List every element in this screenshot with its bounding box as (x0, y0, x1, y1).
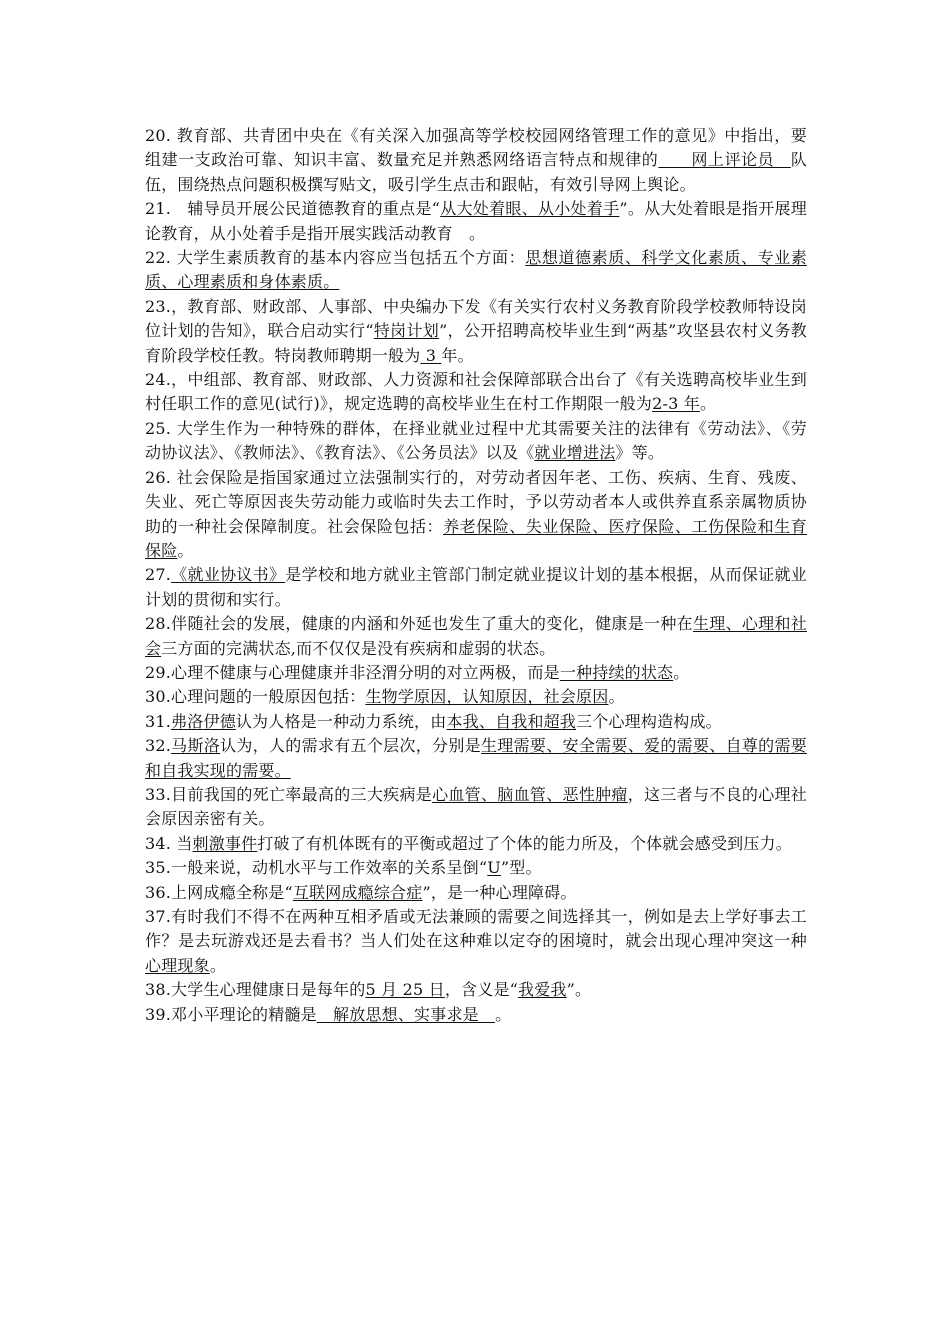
question-text: 21. 辅导员开展公民道德教育的重点是“ (145, 199, 441, 219)
question-text: 三方面的完满状态,而不仅仅是没有疾病和虚弱的状态。 (161, 638, 556, 658)
answer-underlined: U (487, 858, 501, 878)
question-text: 三个心理构造构成。 (576, 711, 722, 731)
question-37 (145, 905, 807, 978)
answer-underlined: 生理需要、安全需要、爱的需要、自尊的需要和自我实现的需要。 (145, 736, 807, 780)
question-text: 37.有时我们不得不在两种互相矛盾或无法兼顾的需要之间选择其一，例如是去上学好事去工作？是去玩游戏还是去看书？当人们处在这种难以定夺的困境时，就会出现心理冲突这一种 (145, 907, 807, 951)
question-38 (145, 978, 807, 1002)
answer-underlined: 马斯洛 (171, 736, 221, 756)
question-text: 29.心理不健康与心理健康并非泾渭分明的对立两极，而是 (145, 662, 560, 682)
question-text: 32. (145, 736, 172, 756)
question-text: ，含义是“ (444, 980, 519, 1000)
question-text: 27. (145, 565, 172, 585)
answer-underlined: 生理、心理和社会 (145, 614, 807, 658)
question-text: 22. 大学生素质教育的基本内容应当包括五个方面： (145, 248, 526, 268)
answer-underlined: 心理现象 (145, 955, 210, 975)
question-text: 。 (495, 1004, 512, 1024)
answer-underlined: 2-3 年 (652, 394, 700, 414)
answer-underlined: 就业增进法 (534, 443, 616, 463)
answer-underlined: 5 月 25 日 (365, 980, 445, 1000)
answer-underlined: 生物学原因，认知原因，社会原因 (365, 687, 609, 707)
question-text: 31. (145, 711, 172, 731)
answer-underlined: 刺激事件 (192, 833, 258, 853)
question-23 (145, 295, 807, 368)
question-29 (145, 661, 807, 685)
answer-underlined: 心血管、脑血管、恶性肿瘤 (432, 784, 628, 804)
question-text: 年。 (441, 345, 474, 365)
question-32 (145, 734, 807, 783)
question-24 (145, 368, 807, 417)
answer-underlined: 本我、自我和超我 (446, 711, 577, 731)
question-text: ”。从大处着眼是指开展理论教育，从小处着手是指开展实践活动教育 。 (145, 199, 807, 243)
question-text: 35.一般来说，动机水平与工作效率的关系呈倒“ (145, 858, 488, 878)
question-text: 打破了有机体既有的平衡或超过了个体的能力所及，个体就会感受到压力。 (257, 833, 792, 853)
question-30 (145, 685, 807, 709)
question-34 (145, 832, 807, 856)
question-text: 28.伴随社会的发展，健康的内涵和外延也发生了重大的变化，健康是一种在 (145, 614, 693, 634)
question-21 (145, 197, 807, 246)
question-text: 。 (209, 955, 227, 975)
question-text: 24.，中组部、教育部、财政部、人力资源和社会保障部联合出台了《有关选聘高校毕业生到村任职工作的意见(试行)》，规定选聘的高校毕业生在村工作期限一般为 (145, 370, 807, 414)
answer-underlined: 弗洛伊德 (171, 711, 236, 731)
question-text: 26. 社会保险是指国家通过立法强制实行的，对劳动者因年老、工伤、疾病、生育、残废、失业、死亡等原因丧失劳动能力或临时失去工作时，予以劳动者本人或供养直系亲属物质协助的一种社会保障制度。社会保险包括： (145, 467, 807, 536)
answer-underlined: 《就业协议书》 (171, 565, 286, 585)
question-text: ”，是一种心理障碍。 (422, 882, 577, 902)
question-text: 25. 大学生作为一种特殊的群体，在择业就业过程中尤其需要关注的法律有《劳动法》、《劳动协议法》、《教师法》、《教育法》、《公务员法》以及《 (145, 418, 807, 463)
question-text: 36.上网成瘾全称是“ (145, 882, 293, 902)
question-text: ”型。 (500, 858, 542, 878)
question-text: 认为，人的需求有五个层次，分别是 (220, 736, 481, 756)
question-text: 33.目前我国的死亡率最高的三大疾病是 (145, 784, 433, 804)
question-36 (145, 881, 807, 905)
document-body (145, 124, 807, 1027)
answer-underlined: 从大处着眼、从小处着手 (440, 199, 620, 219)
question-text: 。 (673, 662, 690, 682)
question-26 (145, 466, 807, 564)
question-text: 20. 教育部、共青团中央在《有关深入加强高等学校校园网络管理工作的意见》中指出，要组建一支政治可靠、知识丰富、数量充足并熟悉网络语言特点和规律的 (145, 126, 807, 170)
question-text: 23.，教育部、财政部、人事部、中央编办下发《有关实行农村义务教育阶段学校教师特设岗位计划的告知》，联合启动实行“ (145, 296, 807, 341)
answer-underlined: 思想道德素质、科学文化素质、专业素质、心理素质和身体素质。 (145, 248, 807, 292)
question-33 (145, 783, 807, 832)
answer-underlined: 3 (420, 345, 442, 365)
answer-underlined: 一种持续的状态 (559, 662, 674, 682)
question-text: 30.心理问题的一般原因包括： (145, 687, 366, 707)
question-text: 38.大学生心理健康日是每年的 (145, 980, 366, 1000)
question-25 (145, 417, 807, 466)
question-22 (145, 246, 807, 295)
question-text: ”。 (566, 980, 592, 1000)
question-text: 队伍，围绕热点问题积极撰写贴文，吸引学生点击和跟帖，有效引导网上舆论。 (145, 150, 808, 194)
question-text: 34. 当 (145, 833, 193, 853)
question-27 (145, 563, 807, 612)
question-31 (145, 710, 807, 734)
question-text: 。 (699, 394, 717, 414)
question-text: 。 (177, 540, 194, 560)
question-text: 39.邓小平理论的精髓是 (145, 1004, 317, 1024)
answer-underlined: 解放思想、实事求是 (316, 1004, 496, 1024)
question-28 (145, 612, 807, 661)
question-text: 》等。 (615, 443, 665, 463)
question-text: 认为人格是一种动力系统，由 (235, 711, 447, 731)
answer-underlined: 互联网成瘾综合症 (292, 882, 423, 902)
answer-underlined: 网上评论员 (658, 150, 791, 170)
question-text: 。 (608, 687, 625, 707)
answer-underlined: 特岗计划 (373, 321, 440, 341)
answer-underlined: 养老保险、失业保险、医疗保险、工伤保险和生育保险 (145, 516, 807, 560)
question-35 (145, 856, 807, 880)
question-text: ”，公开招聘高校毕业生到“两基”攻坚县农村义务教育阶段学校任教。特岗教师聘期一般为 (145, 321, 807, 365)
answer-underlined: 我爱我 (518, 980, 567, 1000)
question-text: 是学校和地方就业主管部门制定就业提议计划的基本根据，从而保证就业计划的贯彻和实行。 (145, 565, 807, 609)
question-39 (145, 1003, 807, 1027)
question-20 (145, 124, 807, 197)
question-text: ，这三者与不良的心理社会原因亲密有关。 (145, 784, 808, 829)
